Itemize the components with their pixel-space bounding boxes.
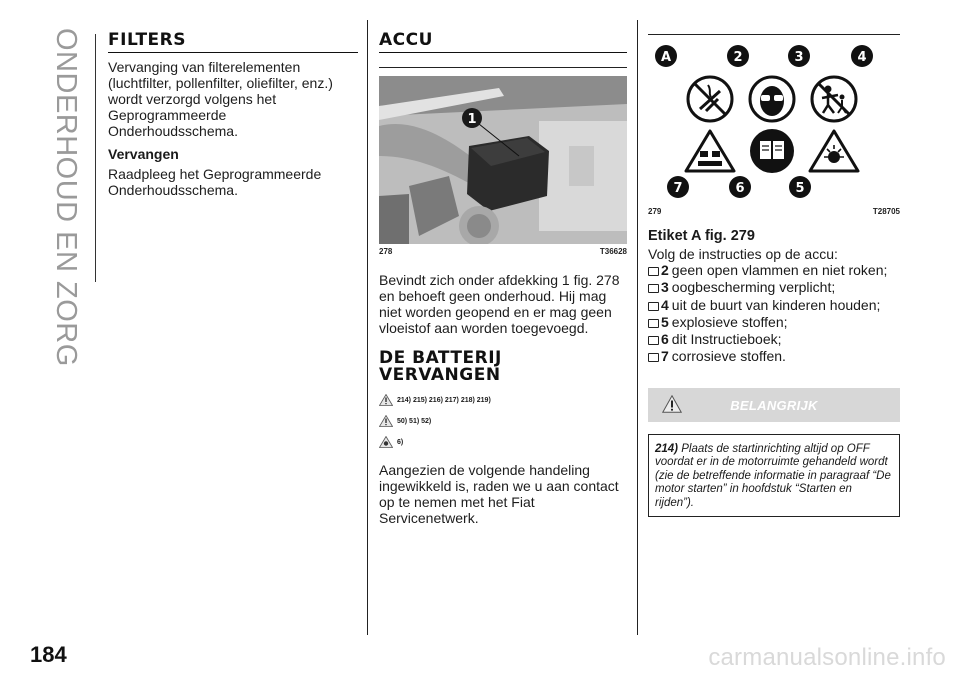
corrosive-icon [686,131,734,171]
figure-278 [379,67,627,256]
warning-ref-3: 6) [397,438,404,446]
symbol-label-6: 6 [735,181,745,196]
list-item [648,262,900,279]
figure-278-caption [379,247,627,256]
column-divider-2 [637,20,638,635]
symbol-label-3: 3 [794,50,804,65]
caution-triangle-icon [379,415,393,427]
important-note-text: Plaats de startinrichting altijd op OFF voordat er in de motorruimte gehandeld wordt (zie de betreffende informatie in paragraaf “De motor starten” in hoofdstuk “Starten en rijden”). [655,442,891,509]
checkbox-bullet-icon [648,336,659,345]
warning-ref-2: 50) 51) 52) [397,417,432,425]
list-item-text: geen open vlammen en niet roken; [671,262,888,278]
list-item-text: explosieve stoffen; [671,313,788,330]
accu-location-text: Bevindt zich onder afdekking 1 fig. 278 en behoeft geen onderhoud. Hij mag niet worden geopend en er mag geen vloeistof aan worden toegevoegd. [379,272,620,336]
filters-section [108,30,358,198]
warning-ref-row-1 [379,394,627,406]
battery-replace-heading-line1: DE BATTERIJ [379,348,502,368]
filters-heading: FILTERS [108,30,358,53]
chapter-rule [95,34,96,282]
symbol-label-2: 2 [733,50,743,65]
list-item-number: 7 [661,348,669,365]
chapter-side-label [50,28,86,367]
list-item-number: 2 [661,262,669,278]
filters-subheading: Vervangen [108,146,179,162]
warning-ref-row-2 [379,415,627,427]
list-item-text: uit de buurt van kinderen houden; [671,296,881,313]
important-note [648,434,900,518]
battery-label-illustration [648,41,900,201]
list-item-text: dit Instructieboek; [671,331,782,348]
explosive-icon [810,131,858,171]
column-divider-1 [367,20,368,635]
important-title: BELANGRIJK [730,397,818,413]
list-item [648,314,900,331]
warning-triangle-icon [379,394,393,406]
figure-278-callout: 1 [467,112,477,127]
checkbox-bullet-icon [648,267,659,276]
accu-section [379,30,627,526]
list-item [648,348,900,365]
engine-bay-photo [379,76,627,244]
warning-ref-row-3 [379,436,627,448]
checkbox-bullet-icon [648,353,659,362]
symbol-label-5: 5 [795,181,805,196]
checkbox-bullet-icon [648,284,659,293]
accu-heading: ACCU [379,30,627,53]
engine-bay-illustration [379,76,627,244]
watermark: carmanualsonline.info [708,644,946,671]
keep-away-children-icon [812,77,856,121]
label-heading: Etiket A fig. 279 [648,228,755,244]
list-item-text: corrosieve stoffen. [671,348,786,365]
symbol-label-7: 7 [673,181,683,196]
label-intro: Volg de instructies op de accu: [648,246,838,262]
environment-triangle-icon [379,436,393,448]
instruction-book-icon [750,129,794,173]
list-item-number: 4 [661,296,669,313]
list-item-number: 5 [661,313,669,330]
battery-replace-heading-line2: VERVANGEN [379,365,501,385]
warning-ref-1: 214) 215) 216) 217) 218) 219) [397,396,491,404]
battery-replace-text: Aangezien de volgende handeling ingewikkeld is, raden we u aan contact op te nemen met het Fiat Servicenetwerk. [379,462,619,526]
figure-279-code: T28705 [872,207,900,216]
list-item [648,331,900,348]
figure-278-code: T36628 [599,247,627,256]
important-note-ref: 214) [655,442,679,455]
figure-279-number: 279 [648,207,662,216]
list-item-number: 3 [661,279,669,296]
list-item-text: oogbescherming verplicht; [671,279,836,296]
eye-protection-icon [750,77,794,121]
battery-replace-heading [379,350,627,386]
symbol-label-a: A [660,50,672,65]
no-flames-icon [688,77,732,121]
filters-intro: Vervanging van filterelementen (luchtfilter, pollenfilter, oliefilter, enz.) wordt verzorgd volgens het Geprogrammeerde Onderhoudsschema. [108,59,333,139]
checkbox-bullet-icon [648,319,659,328]
important-banner [648,388,900,422]
label-instruction-list [648,262,900,366]
symbol-label-4: 4 [857,50,867,65]
filters-replace-text: Raadpleeg het Geprogrammeerde Onderhoudsschema. [108,166,322,198]
list-item [648,297,900,314]
page-number: 184 [30,642,67,667]
list-item-number: 6 [661,331,669,348]
list-item [648,279,900,296]
battery-label-symbols [648,41,900,201]
checkbox-bullet-icon [648,302,659,311]
chapter-title: ONDERHOUD EN ZORG [50,28,82,367]
figure-278-number: 278 [379,247,393,256]
label-section [648,34,900,517]
figure-279 [648,34,900,216]
figure-279-caption [648,207,900,216]
